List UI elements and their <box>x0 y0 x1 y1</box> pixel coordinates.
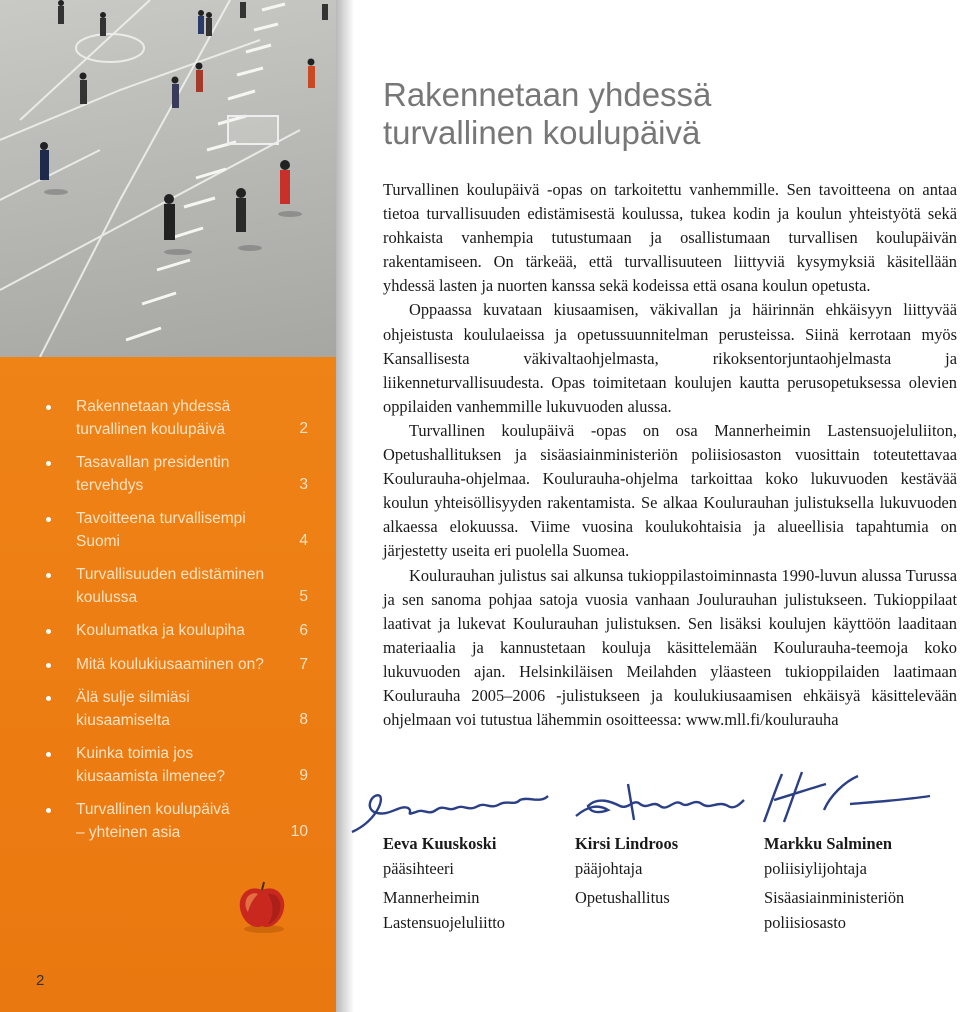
schoolyard-photo <box>0 0 336 357</box>
toc-item-page: 9 <box>299 767 308 784</box>
bullet-icon <box>46 461 51 466</box>
toc-item-page: 6 <box>299 622 308 639</box>
toc-item-title: Älä sulje silmiäsi kiusaamiselta <box>76 689 190 729</box>
apple-icon <box>234 878 290 934</box>
toc-item-page: 4 <box>299 532 308 549</box>
signer-name: Kirsi Lindroos <box>575 834 679 853</box>
bullet-icon <box>46 696 51 701</box>
paragraph: Turvallinen koulupäivä -opas on tarkoitettu vanhemmille. Sen tavoitteena on antaa tietoa turvallisuuden edistämisestä koulussa, tukea kodin ja koulun yhteistyötä sekä rohkaista vanhempia tutustumaan ja osallistumaan turvallisen koulupäivän rakentamiseen. On tärkeää, että turvallisuuteen liittyviä kysymyksiä käsitellään yhdessä lasten ja nuorten kanssa sekä kodeissa että osana koulun opetusta. <box>383 180 957 296</box>
signer-name: Markku Salminen <box>764 834 892 853</box>
signer-role: pääsihteeri <box>383 858 454 878</box>
bullet-icon <box>46 808 51 813</box>
paragraph: Koulurauhan julistus sai alkunsa tukioppilastoiminnasta 1990-luvun alussa Turussa ja sen sanoma pohjaa satoja vuosia vanhaan Joulurauhan julistukseen. Tukioppilaat laativat ja lukevat Koulurauhan julistuksen. Sen lisäksi koulujen käyttöön laaditaan materiaalia ja kannustetaan kouluja käsittelemään Koulurauha-teemoja koko lukuvuoden ajan. Helsinkiläisen Meilahden yläasteen tukioppilaiden laatimaan Koulurauha 2005–2006 -julistukseen ja koulukiusaamisen ehkäisyä käsittelevään ohjelmaan voi tutustua lähemmin osoitteessa: www.mll.fi/koulurauha <box>383 565 957 730</box>
toc-item-page: 2 <box>299 420 308 437</box>
toc-item-title: Kuinka toimia jos kiusaamista ilmenee? <box>76 745 226 785</box>
paragraph: Oppaassa kuvataan kiusaamisen, väkivallan ja häirinnän ehkäisyyn liittyvää ohjeistusta koululaeissa ja opetussuunnitelman perusteissa. Siinä kerrotaan myös Kansallisesta väkivaltaohjelmasta, rikoksentorjuntaohjelmasta ja liikenneturvallisuudesta. Opas toimitetaan koulujen kautta perusopetuksessa olevien oppilaiden vanhemmille lukuvuoden alussa. <box>383 300 957 416</box>
signer-2 <box>575 832 678 911</box>
paragraph: Turvallinen koulupäivä -opas on osa Mannerheimin Lastensuojeluliiton, Opetushallituksen ja sisäasiainministeriön poliisiosaston vuosittain toteutettavaa Koulurauha-ohjelmaa. Koulurauha-ohjelma tarkoittaa koko lukuvuoden kestävää koulun yhteisöllisyyden rakentamista. Se alkaa Koulurauhan julistuksella lukuvuoden alkaessa elokuussa. Viime vuosina koulukohtaisia ja alueellisia tapahtumia on järjestetty useita eri puolella Suomea. <box>383 420 957 561</box>
schoolyard-illustration <box>0 0 336 357</box>
bullet-icon <box>46 573 51 578</box>
signature-lindroos <box>568 776 748 836</box>
toc-item-title: Tasavallan presidentin tervehdys <box>76 454 230 494</box>
signer-role: poliisiylijohtaja <box>764 858 867 878</box>
sidebar <box>0 0 336 1012</box>
page-title: Rakennetaan yhdessä turvallinen koulupäivä <box>383 76 712 151</box>
toc-item-page: 10 <box>290 823 308 840</box>
bullet-icon <box>46 405 51 410</box>
bullet-icon <box>46 517 51 522</box>
page-number: 2 <box>36 972 45 989</box>
toc-item-page: 7 <box>299 656 308 673</box>
signer-organization: Mannerheimin Lastensuojeluliitto <box>383 888 506 932</box>
bullet-icon <box>46 629 51 634</box>
signer-name: Eeva Kuuskoski <box>383 834 497 853</box>
signer-organization: Opetushallitus <box>575 888 670 907</box>
signer-role: pääjohtaja <box>575 858 643 878</box>
signer-3 <box>764 832 904 935</box>
toc-item-page: 3 <box>299 476 308 493</box>
toc-item-page: 8 <box>299 711 308 728</box>
toc-item-title: Rakennetaan yhdessä turvallinen koulupäivä <box>76 398 231 438</box>
signature-salminen <box>754 766 934 832</box>
toc-item-title: Turvallinen koulupäivä – yhteinen asia <box>76 801 230 841</box>
sidebar-shadow <box>336 0 354 1012</box>
toc-item-title: Koulumatka ja koulupiha <box>76 622 245 639</box>
toc-item-title: Tavoitteena turvallisempi Suomi <box>76 510 246 550</box>
toc-item-title: Mitä koulukiusaaminen on? <box>76 656 264 673</box>
toc-item-title: Turvallisuuden edistäminen koulussa <box>76 566 265 606</box>
body-text <box>383 178 957 732</box>
signer-1 <box>383 832 505 935</box>
signer-organization: Sisäasiainministeriön poliisiosasto <box>764 888 905 932</box>
bullet-icon <box>46 752 51 757</box>
toc-item-page: 5 <box>299 588 308 605</box>
bullet-icon <box>46 663 51 668</box>
